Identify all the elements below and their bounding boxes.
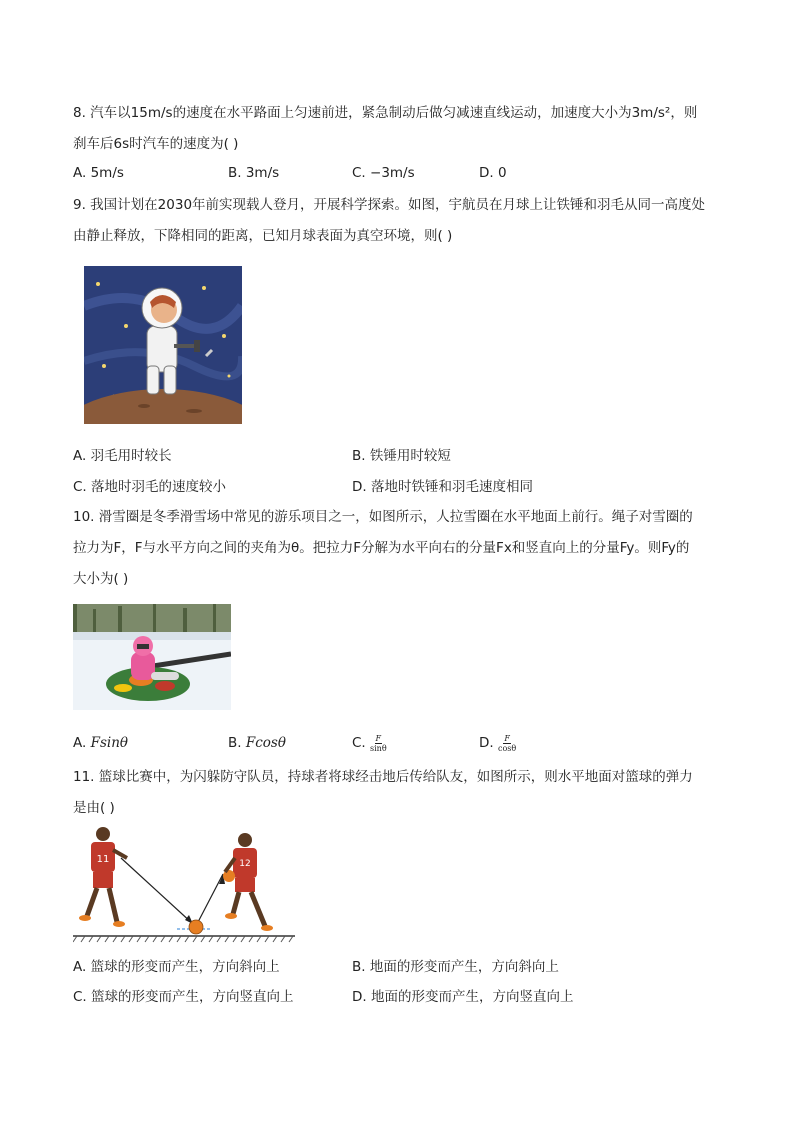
- player-left: [79, 827, 127, 927]
- q10-option-d-denominator: cosθ: [497, 743, 517, 753]
- q10-option-d-fraction: [498, 734, 516, 753]
- q10-option-a[interactable]: [73, 733, 128, 753]
- q10-option-b[interactable]: [228, 733, 286, 753]
- question-8: [73, 98, 723, 160]
- q10-option-b-label: B.: [228, 735, 242, 751]
- q10-stem-line3: 大小为( ): [73, 571, 129, 587]
- question-11: [73, 762, 723, 824]
- q11-option-c[interactable]: C. 篮球的形变而产生，方向竖直向上: [73, 989, 294, 1005]
- q10-option-a-value: Fsinθ: [90, 735, 129, 751]
- incoming-path: [121, 858, 193, 924]
- q9-option-d[interactable]: D. 落地时铁锤和羽毛速度相同: [352, 479, 533, 495]
- q8-stem-line1: 8. 汽车以15m/s的速度在水平路面上匀速前进，紧急制动后做匀减速直线运动，加速度大小为3m/s²，则: [73, 105, 698, 121]
- q11-stem-line2: 是由( ): [73, 800, 115, 816]
- jersey-number-left: 11: [96, 854, 110, 865]
- q10-stem-line2: 拉力为F，F与水平方向之间的夹角为θ。把拉力F分解为水平向右的分量Fx和竖直向上的分量Fy。则Fy的: [73, 540, 690, 556]
- question-10: [73, 502, 723, 595]
- q9-stem-line1: 9. 我国计划在2030年前实现载人登月，开展科学探索。如图，宇航员在月球上让铁锤和羽毛从同一高度处: [73, 197, 706, 213]
- q11-stem-line1: 11. 篮球比赛中，为闪躲防守队员，持球者将球经击地后传给队友，如图所示，则水平地面对篮球的弹力: [73, 769, 693, 785]
- q11-option-b[interactable]: B. 地面的形变而产生，方向斜向上: [352, 959, 559, 975]
- q10-option-d-label: D.: [479, 735, 494, 751]
- q10-option-d-numerator: F: [504, 733, 510, 743]
- astronaut-moon-figure: [84, 266, 242, 424]
- q10-option-a-label: A.: [73, 735, 87, 751]
- q10-option-c-fraction: [370, 734, 387, 753]
- q10-option-b-value: Fcosθ: [245, 735, 286, 751]
- q8-option-c[interactable]: C. −3m/s: [352, 165, 415, 181]
- q10-option-c[interactable]: [352, 733, 387, 753]
- q11-option-a[interactable]: A. 篮球的形变而产生，方向斜向上: [73, 959, 280, 975]
- q9-stem-line2: 由静止释放，下降相同的距离，已知月球表面为真空环境，则( ): [73, 228, 453, 244]
- question-9: [73, 190, 723, 252]
- ground-hatching: [73, 936, 293, 942]
- q9-option-c[interactable]: C. 落地时羽毛的速度较小: [73, 479, 227, 495]
- basketball: [189, 920, 203, 934]
- snow-tube-figure: [73, 604, 231, 710]
- outgoing-path: [197, 874, 223, 924]
- basketball-bounce-figure: [73, 826, 295, 948]
- q8-option-a[interactable]: A. 5m/s: [73, 165, 124, 181]
- q11-option-d[interactable]: D. 地面的形变而产生，方向竖直向上: [352, 989, 574, 1005]
- q9-option-b[interactable]: B. 铁锤用时较短: [352, 448, 451, 464]
- q9-option-a[interactable]: A. 羽毛用时较长: [73, 448, 172, 464]
- q10-option-c-numerator: F: [375, 733, 382, 743]
- q10-option-c-denominator: sinθ: [370, 743, 387, 753]
- jersey-number-right: 12: [239, 859, 251, 869]
- player-right: [223, 833, 273, 931]
- q10-option-c-label: C.: [352, 735, 366, 751]
- q10-stem-line1: 10. 滑雪圈是冬季滑雪场中常见的游乐项目之一，如图所示，人拉雪圈在水平地面上前行。绳子对雪圈的: [73, 509, 693, 525]
- q8-option-d[interactable]: D. 0: [479, 165, 507, 181]
- q8-option-b[interactable]: B. 3m/s: [228, 165, 280, 181]
- q10-option-d[interactable]: [479, 733, 516, 753]
- q8-stem-line2: 刹车后6s时汽车的速度为( ): [73, 136, 239, 152]
